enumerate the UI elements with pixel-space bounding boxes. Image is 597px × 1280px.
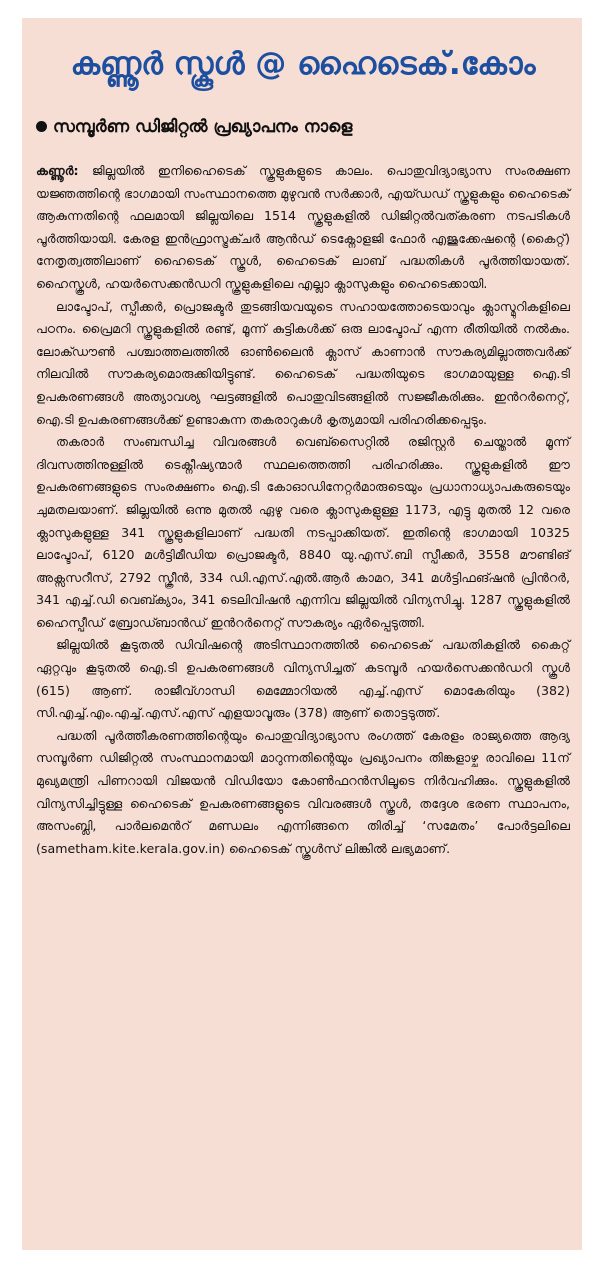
paragraph-4: ജില്ലയിൽ കൂടുതൽ ഡിവിഷന്റെ അടിസ്ഥാനത്തിൽ ഹൈടെക് പദ്ധതികളിൽ കൈറ്റ് ഏറ്റവും കൂടുതൽ ഐ.ടി ഉപകരണങ്ങൾ വിന്യസിച്ചത് കടമ്പൂർ ഹയർസെക്കൻഡറി സ്കൂൾ (615) ആണ്. രാജീവ്ഗാന്ധി മെമ്മോറിയൽ എച്ച്.എസ് മൊകേരിയും (382) സി.എച്ച്.എം.എച്ച്.എസ്.എസ് എളയാവൂരും (378) ആണ് തൊട്ടടുത്ത്.	[36, 637, 570, 721]
paragraph-5: പദ്ധതി പൂർത്തീകരണത്തിന്റെയും പൊതുവിദ്യാഭ്യാസ രംഗത്ത് കേരളം രാജ്യത്തെ ആദ്യ സമ്പൂർണ ഡിജിറ്റൽ സംസ്ഥാനമായി മാറുന്നതിന്റെയും പ്രഖ്യാപനം തിങ്കളാഴ്ച രാവിലെ 11ന് മുഖ്യമന്ത്രി പിണറായി വിജയൻ വിഡിയോ കോൺഫറൻസിലൂടെ നിർവഹിക്കും. സ്കൂളുകളിൽ വിന്യസിച്ചിട്ടുള്ള ഹൈടെക് ഉപകരണങ്ങളുടെ വിവരങ്ങൾ സ്കൂൾ, തദ്ദേശ ഭരണ സ്ഥാപനം, അസംബ്ലി, പാർലമെൻറ് മണ്ഡലം എന്നിങ്ങനെ തിരിച്ച് ‘സമേതം’ പോർട്ടലിലെ (sametham.kite.kerala.gov.in) ഹൈടെക് സ്കൂൾസ് ലിങ്കിൽ ലഭ്യമാണ്.	[36, 727, 570, 856]
dateline: കണ്ണൂർ:	[36, 163, 79, 178]
headline: കണ്ണൂർ സ്കൂൾ @ ഹൈടെക്.കോം	[70, 46, 536, 82]
subheadline-row	[36, 114, 570, 140]
paragraph-1-text: ജില്ലയിൽ ഇനിഹൈടെക് സ്കൂളുകളുടെ കാലം. പൊതുവിദ്യാഭ്യാസ സംരക്ഷണ യജ്ഞത്തിന്റെ ഭാഗമായി സംസ്ഥാനത്തെ മുഴുവൻ സർക്കാർ, എയ്ഡഡ് സ്കൂളുകളും ഹൈടെക് ആകുന്നതിന്റെ ഫലമായി ജില്ലയിലെ 1514 സ്കൂളുകളിൽ ഡിജിറ്റൽവത്കരണ നടപടികൾ പൂർത്തിയായി. കേരള ഇൻഫ്രാസ്ട്രക്ചർ ആൻഡ് ടെക്നോളജി ഫോർ എജുക്കേഷന്റെ (കൈറ്റ്) നേതൃത്വത്തിലാണ് ഹൈടെക് സ്കൂൾ, ഹൈടെക് ലാബ് പദ്ധതികൾ പൂർത്തിയായത്. ഹൈസ്കൂൾ, ഹയർസെക്കൻഡറി സ്കൂളുകളിലെ എല്ലാ ക്ലാസുകളും ഹൈടെക്കായി.	[36, 163, 570, 291]
newspaper-clipping	[22, 18, 582, 1250]
paragraph-1	[36, 160, 570, 296]
paragraph-3: തകരാർ സംബന്ധിച്ച വിവരങ്ങൾ വെബ്സൈറ്റിൽ രജിസ്റ്റർ ചെയ്താൽ മൂന്ന് ദിവസത്തിനുള്ളിൽ ടെക്നീഷ്യന്മാർ സ്ഥലത്തെത്തി പരിഹരിക്കും. സ്കൂളുകളിൽ ഈ ഉപകരണങ്ങളുടെ സംരക്ഷണം ഐ.ടി കോഓഡിനേറ്റർമാരുടെയും പ്രധാനാധ്യാപകരുടെയും ചുമതലയാണ്. ജില്ലയിൽ ഒന്നു മുതൽ ഏഴു വരെ ക്ലാസുകളുള്ള 1173, എട്ടു മുതൽ 12 വരെ ക്ലാസുകളുള്ള 341 സ്കൂളുകളിലാണ് പദ്ധതി നടപ്പാക്കിയത്. ഇതിന്റെ ഭാഗമായി 10325 ലാപ്ടോപ്, 6120 മൾട്ടിമീഡിയ പ്രൊജക്ടർ, 8840 യു.എസ്.ബി സ്പീക്കർ, 3558 മൗണ്ടിങ് അക്സസറീസ്, 2792 സ്ക്രീൻ, 334 ഡി.എസ്.എൽ.ആർ കാമറ, 341 മൾട്ടിഫങ്ഷൻ പ്രിൻറർ, 341 എച്ച്.ഡി വെബ്ക്യാം, 341 ടെലിവിഷൻ എന്നിവ ജില്ലയിൽ വിന്യസിച്ചു. 1287 സ്കൂളുകളിൽ ഹൈസ്പീഡ് ബ്രോഡ്ബാൻഡ് ഇൻറർനെറ്റ് സൗകര്യം ഏർപ്പെടുത്തി.	[36, 434, 570, 630]
article-body	[36, 160, 570, 860]
bullet-icon	[36, 121, 47, 132]
paragraph-2: ലാപ്ടോപ്, സ്പീക്കർ, പ്രൊജക്ടർ തുടങ്ങിയവയുടെ സഹായത്തോടെയാവും ക്ലാസ്മുറികളിലെ പഠനം. പ്രൈമറി സ്കൂളുകളിൽ രണ്ട്, മൂന്ന് കുട്ടികൾക്ക് ഒരു ലാപ്ടോപ് എന്ന രീതിയിൽ നൽകും. ലോക്ഡൗൺ പശ്ചാത്തലത്തിൽ ഓൺലൈൻ ക്ലാസ് കാണാൻ സൗകര്യമില്ലാത്തവർക്ക് നിലവിൽ സൗകര്യമൊരുക്കിയിട്ടുണ്ട്. ഹൈടെക് പദ്ധതിയുടെ ഭാഗമായുള്ള ഐ.ടി ഉപകരണങ്ങൾ അത്യാവശ്യ ഘട്ടങ്ങളിൽ പൊതുവിടങ്ങളിൽ സജ്ജീകരിക്കും. ഇൻറർനെറ്റ്, ഐ.ടി ഉപകരണങ്ങൾക്ക് ഉണ്ടാകുന്ന തകരാറുകൾ കൃത്യമായി പരിഹരിക്കപ്പെടും.	[36, 298, 570, 427]
subheadline: സമ്പൂർണ ഡിജിറ്റൽ പ്രഖ്യാപനം നാളെ	[53, 117, 353, 137]
